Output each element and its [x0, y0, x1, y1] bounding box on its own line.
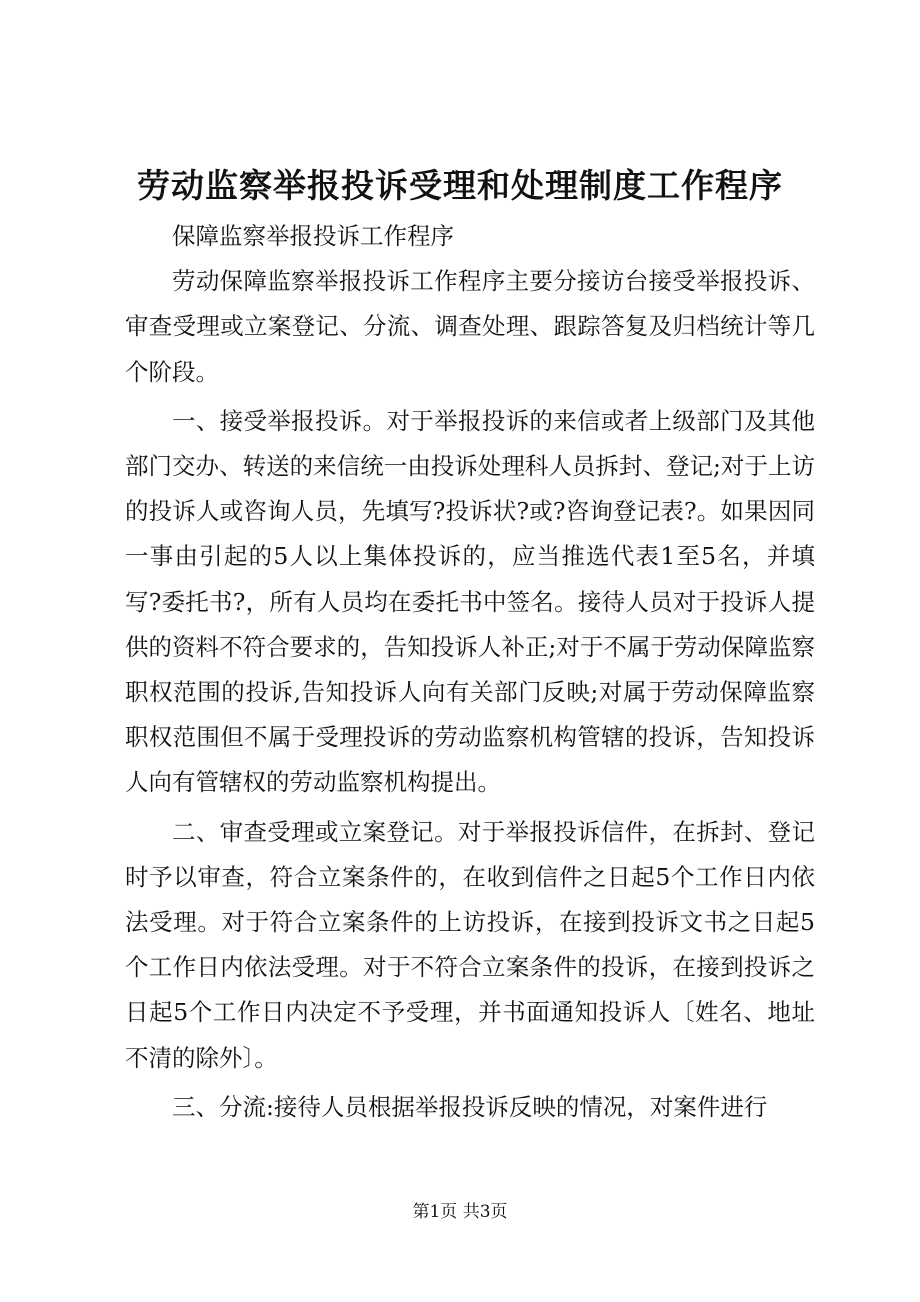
- paragraph-overview: 劳动保障监察举报投诉工作程序主要分接访台接受举报投诉、审查受理或立案登记、分流、调查处理、跟踪答复及归档统计等几个阶段。: [125, 267, 815, 386]
- document-body: [125, 214, 815, 1130]
- paragraph-subtitle: 保障监察举报投诉工作程序: [172, 222, 454, 250]
- paragraph-section-3: 三、分流:接待人员根据举报投诉反映的情况，对案件进行: [172, 1092, 768, 1121]
- paragraph-section-2: 二、审查受理或立案登记。对于举报投诉信件，在拆封、登记时予以审查，符合立案条件的，在收到信件之日起5个工作日内依法受理。对于符合立案条件的上访投诉，在接到投诉文书之日起5个工作日内依法受理。对于不符合立案条件的投诉，在接到投诉之日起5个工作日内决定不予受理，并书面通知投诉人〔姓名、地址不清的除外〕。: [125, 817, 815, 1072]
- paragraph-section-1: 一、接受举报投诉。对于举报投诉的来信或者上级部门及其他部门交办、转送的来信统一由投诉处理科人员拆封、登记;对于上访的投诉人或咨询人员，先填写?投诉状?或?咨询登记表?。如果因同一事由引起的5人以上集体投诉的，应当推选代表1至5名，并填写?委托书?，所有人员均在委托书中签名。接待人员对于投诉人提供的资料不符合要求的，告知投诉人补正;对于不属于劳动保障监察职权范围的投诉,告知投诉人向有关部门反映;对属于劳动保障监察职权范围但不属于受理投诉的劳动监察机构管辖的投诉，告知投诉人向有管辖权的劳动监察机构提出。: [125, 406, 815, 797]
- document-title: 劳动监察举报投诉受理和处理制度工作程序: [137, 166, 783, 205]
- page-footer: 第1页 共3页: [412, 1202, 508, 1222]
